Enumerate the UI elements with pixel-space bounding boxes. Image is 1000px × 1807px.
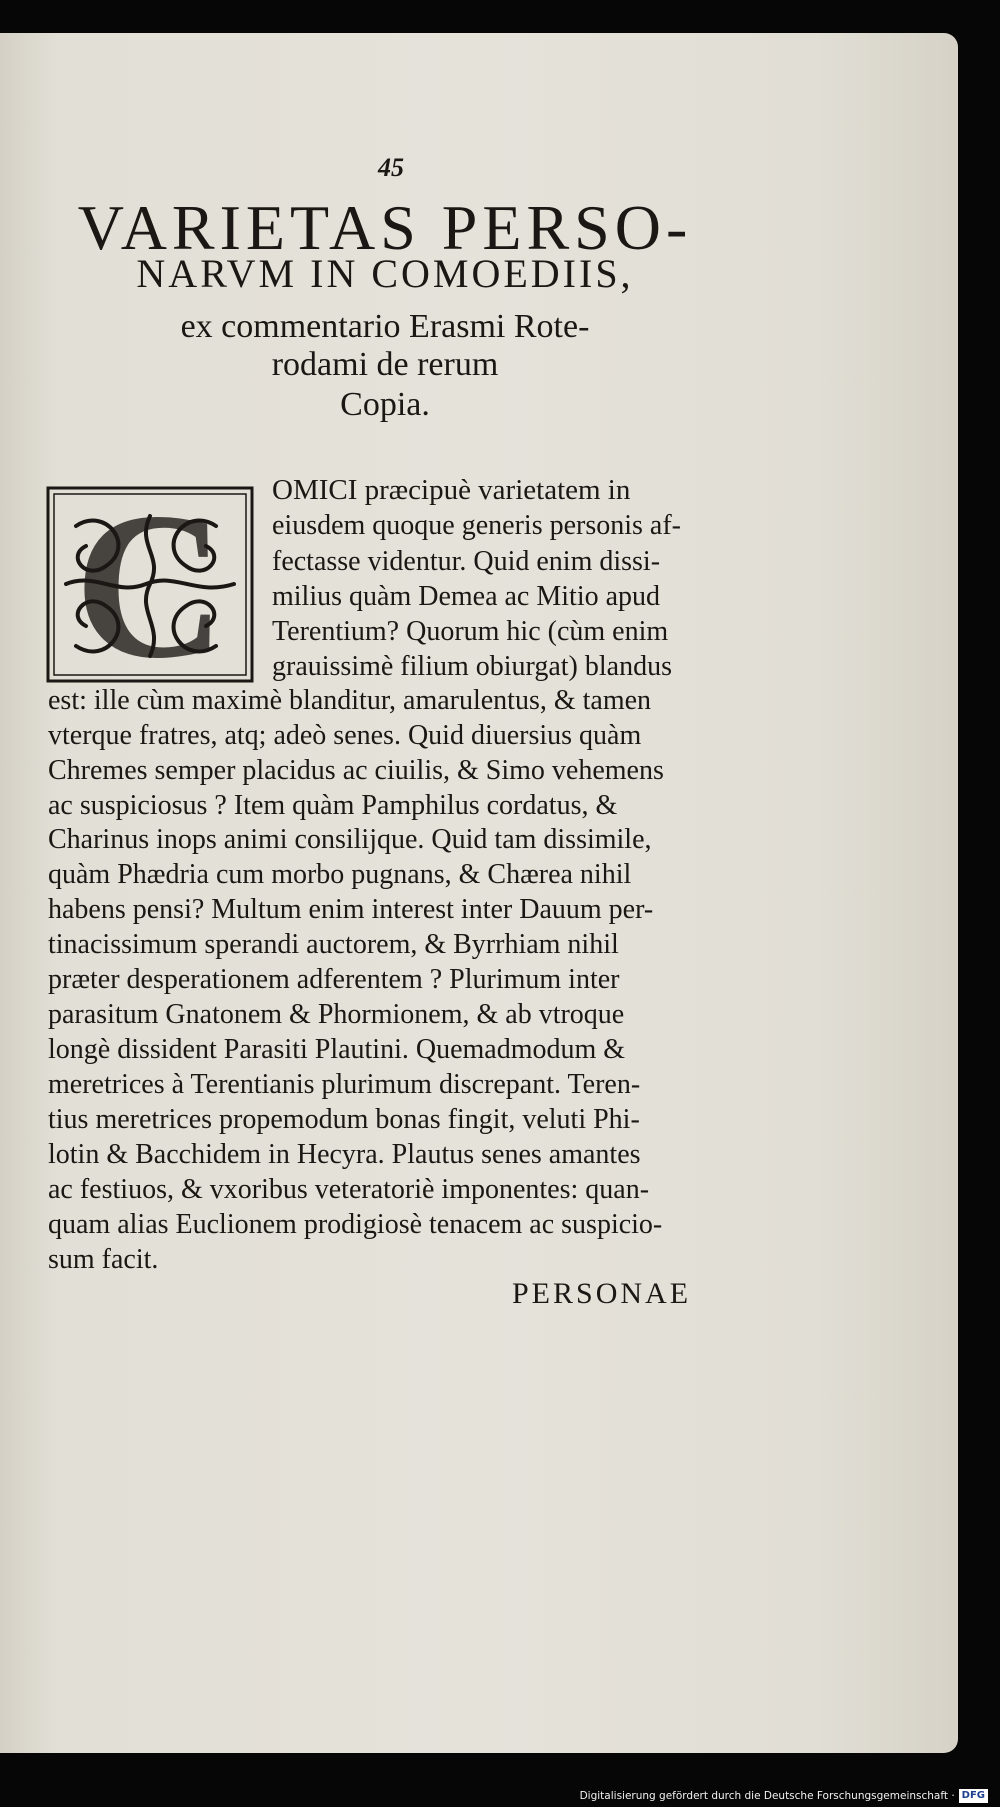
body-line: meretrices à Terentianis plurimum discrepant. Teren- — [48, 1069, 641, 1100]
page-number: 45 — [378, 153, 404, 182]
body-line: vterque fratres, atq; adeò senes. Quid diuersius quàm — [48, 720, 642, 751]
body-line: præter desperationem adferentem ? Plurimum inter — [48, 964, 620, 995]
body-line: quàm Phædria cum morbo pugnans, & Chærea nihil — [48, 859, 632, 890]
body-line: milius quàm Demea ac Mitio apud — [272, 581, 661, 612]
credit-text: Digitalisierung gefördert durch die Deutsche Forschungsgemeinschaft · — [579, 1790, 955, 1802]
body-line: tinacissimum sperandi auctorem, & Byrrhiam nihil — [48, 929, 619, 960]
body-line: fectasse videntur. Quid enim dissi- — [272, 546, 661, 577]
body-line: OMICI præcipuè varietatem in — [272, 474, 631, 506]
initial-letter: C — [74, 486, 226, 683]
body-line: est: ille cùm maximè blanditur, amarulentus, & tamen — [48, 685, 652, 716]
dfg-logo: DFG — [959, 1789, 988, 1803]
title-line-2: NARVM IN COMOEDIIS, — [136, 251, 634, 296]
title-line-3: ex commentario Erasmi Rote- — [180, 308, 590, 345]
body-line: eiusdem quoque generis personis af- — [272, 510, 681, 541]
body-line: parasitum Gnatonem & Phormionem, & ab vtroque — [48, 999, 625, 1030]
catchword: PERSONAE — [512, 1277, 692, 1310]
body-line: sum facit. — [48, 1244, 159, 1275]
body-line: tius meretrices propemodum bonas fingit, veluti Phi- — [48, 1104, 640, 1135]
body-line: Terentium? Quorum hic (cùm enim — [272, 616, 669, 647]
book-page — [0, 33, 958, 1753]
digitization-credit — [580, 1788, 988, 1804]
title-line-1: VARIETAS PERSO- — [77, 192, 693, 263]
body-line: ac festiuos, & vxoribus veteratoriè imponentes: quan- — [48, 1174, 650, 1205]
body-line: quam alias Euclionem prodigiosè tenacem ac suspicio- — [48, 1209, 663, 1240]
decorated-initial-c — [46, 486, 254, 683]
body-line: grauissimè filium obiurgat) blandus — [272, 651, 672, 682]
body-line: Charinus inops animi consilijque. Quid tam dissimile, — [48, 824, 652, 855]
body-line: habens pensi? Multum enim interest inter Dauum per- — [48, 894, 654, 925]
body-line: lotin & Bacchidem in Hecyra. Plautus senes amantes — [48, 1139, 641, 1170]
body-line: Chremes semper placidus ac ciuilis, & Simo vehemens — [48, 755, 664, 786]
body-line: ac suspiciosus ? Item quàm Pamphilus cordatus, & — [48, 790, 618, 821]
body-line: longè dissident Parasiti Plautini. Quemadmodum & — [48, 1034, 626, 1065]
title-line-5: Copia. — [340, 386, 430, 423]
title-line-4: rodami de rerum — [271, 346, 499, 383]
